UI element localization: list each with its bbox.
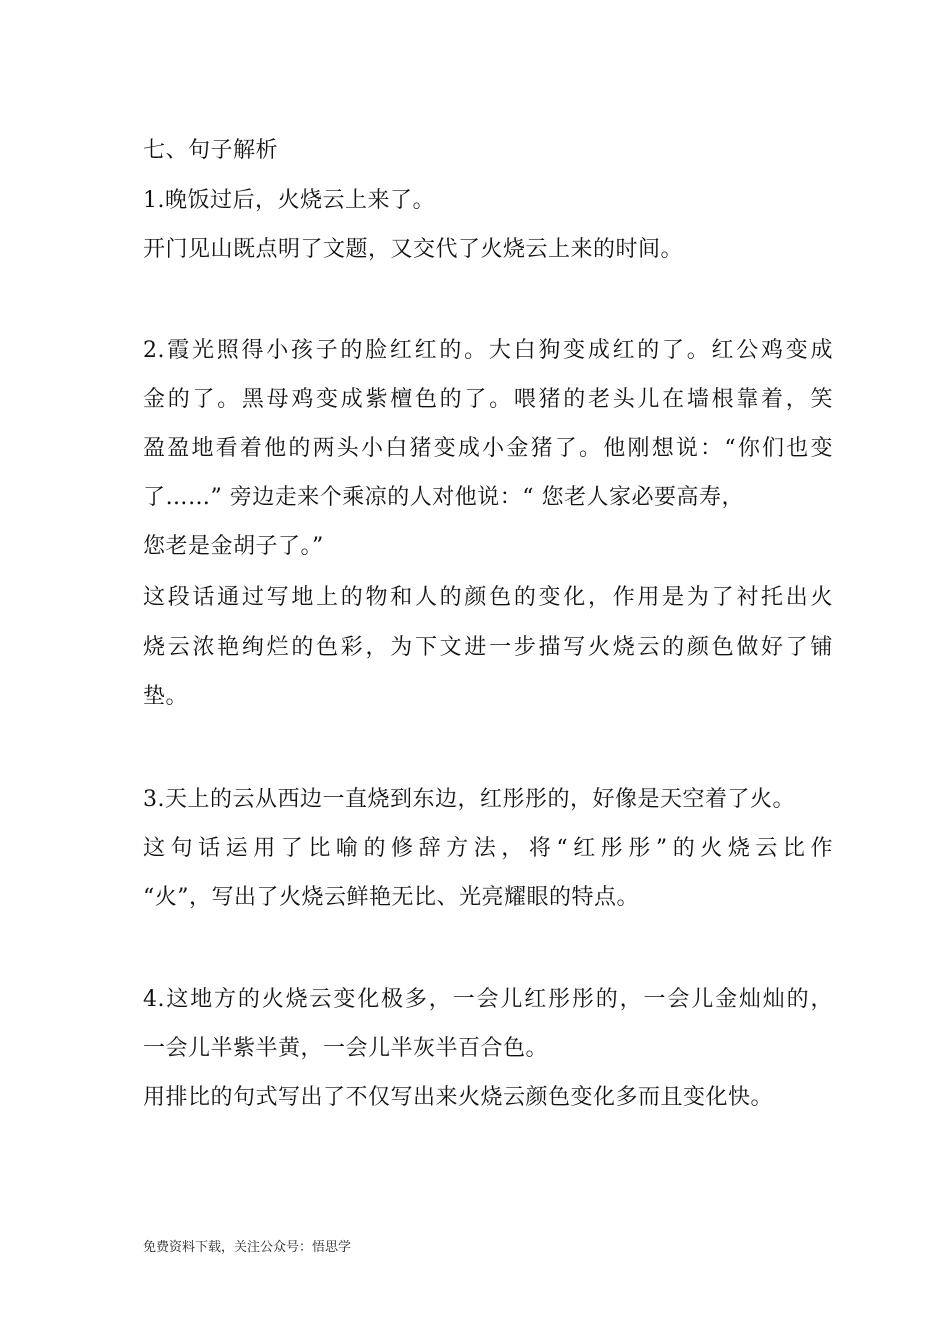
sentence-2-line-4: 了……” 旁边走来个乘凉的人对他说：“ 您老人家必要高寿，	[143, 485, 744, 510]
sentence-2-line-5: 您老是金胡子了。”	[143, 534, 324, 559]
sentence-2-line-1: 2.霞光照得小孩子的脸红红的。大白狗变成红的了。红公鸡变成	[143, 338, 833, 363]
analysis-2-line-3: 垫。	[143, 684, 189, 709]
sentence-2-line-3: 盈盈地看着他的两头小白猪变成小金猪了。他刚想说：“你们也变	[143, 436, 833, 461]
section-title: 七、句子解析	[143, 138, 279, 163]
sentence-4-line-1: 4.这地方的火烧云变化极多，一会儿红彤彤的，一会儿金灿灿的，	[143, 987, 833, 1012]
sentence-1-line-1: 1.晚饭过后，火烧云上来了。	[143, 188, 435, 213]
sentence-2-line-2: 金的了。黑母鸡变成紫檀色的了。喂猪的老头儿在墙根靠着，笑	[143, 387, 833, 412]
sentence-3-line-1: 3.天上的云从西边一直烧到东边，红彤彤的，好像是天空着了火。	[143, 787, 795, 812]
analysis-2-line-1: 这段话通过写地上的物和人的颜色的变化，作用是为了衬托出火	[143, 585, 833, 610]
analysis-3-line-1: 这句话运用了比喻的修辞方法，将“红彤彤”的火烧云比作	[143, 836, 833, 861]
analysis-2-line-2: 烧云浓艳绚烂的色彩，为下文进一步描写火烧云的颜色做好了铺	[143, 635, 833, 660]
analysis-3-line-2: “火”，写出了火烧云鲜艳无比、光亮耀眼的特点。	[143, 885, 639, 910]
analysis-4-line-1: 用排比的句式写出了不仅写出来火烧云颜色变化多而且变化快。	[143, 1085, 774, 1110]
footer-note: 免费资料下载，关注公众号：悟思学	[143, 1240, 352, 1255]
analysis-1-line-1: 开门见山既点明了文题，又交代了火烧云上来的时间。	[143, 237, 684, 262]
sentence-4-line-2: 一会儿半紫半黄，一会儿半灰半百合色。	[143, 1036, 549, 1061]
